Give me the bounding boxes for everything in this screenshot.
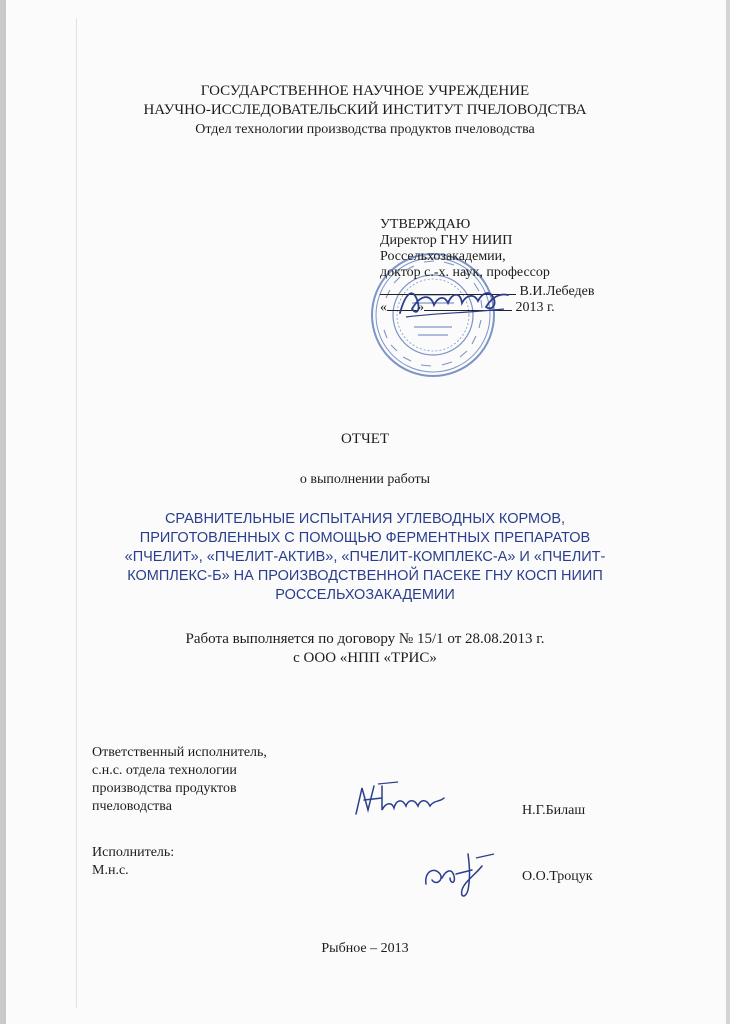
report-title: ОТЧЕТ bbox=[340, 431, 390, 447]
approval-year: 2013 г. bbox=[515, 300, 555, 315]
topic-line-2: ПРИГОТОВЛЕННЫХ С ПОМОЩЬЮ ФЕРМЕНТНЫХ ПРЕПАРАТОВ bbox=[139, 530, 591, 546]
approval-line-2: Россельхозакадемии, bbox=[380, 249, 506, 264]
topic-line-5: РОССЕЛЬХОЗАКАДЕМИИ bbox=[275, 587, 455, 603]
contract-line-1: Работа выполняется по договору № 15/1 от 28.08.2013 г. bbox=[185, 631, 545, 647]
contract-line-2: с ООО «НПП «ТРИС» bbox=[293, 650, 437, 666]
responsible-line-4: пчеловодства bbox=[92, 799, 172, 814]
date-open-quote: « bbox=[380, 300, 387, 315]
topic-line-4: КОМПЛЕКС-Б» НА ПРОИЗВОДСТВЕННОЙ ПАСЕКЕ ГНУ КОСП НИИП bbox=[127, 568, 603, 584]
executor-line-2: М.н.с. bbox=[92, 863, 129, 878]
executor-role bbox=[92, 844, 174, 880]
executor-line-1: Исполнитель: bbox=[92, 845, 175, 860]
header-line-2: НАУЧНО-ИССЛЕДОВАТЕЛЬСКИЙ ИНСТИТУТ ПЧЕЛОВОДСТВА bbox=[143, 102, 587, 118]
executor-name: О.О.Троцук bbox=[522, 869, 593, 884]
header-line-3: Отдел технологии производства продуктов пчеловодства bbox=[195, 122, 535, 137]
responsible-line-1: Ответственный исполнитель, bbox=[92, 745, 267, 760]
topic-line-1: СРАВНИТЕЛЬНЫЕ ИСПЫТАНИЯ УГЛЕВОДНЫХ КОРМОВ, bbox=[164, 511, 566, 527]
report-subtitle: о выполнении работы bbox=[299, 472, 431, 487]
responsible-line-3: производства продуктов bbox=[92, 781, 237, 796]
approval-line-3: доктор с.-х. наук, профессор bbox=[380, 265, 550, 280]
responsible-line-2: с.н.с. отдела технологии bbox=[92, 763, 237, 778]
responsible-signature-icon bbox=[352, 780, 448, 822]
approval-signer: В.И.Лебедев bbox=[519, 284, 595, 299]
director-signature-icon bbox=[396, 283, 512, 321]
approval-title: УТВЕРЖДАЮ bbox=[380, 217, 471, 232]
responsible-role bbox=[92, 744, 267, 816]
topic-line-3: «ПЧЕЛИТ», «ПЧЕЛИТ-АКТИВ», «ПЧЕЛИТ-КОМПЛЕКС-А» И «ПЧЕЛИТ- bbox=[124, 549, 606, 565]
date-close-quote: » bbox=[417, 300, 424, 315]
place-year: Рыбное – 2013 bbox=[321, 941, 409, 956]
report-topic bbox=[0, 510, 730, 605]
responsible-name: Н.Г.Билаш bbox=[522, 803, 586, 818]
approval-line-1: Директор ГНУ НИИП bbox=[380, 233, 513, 248]
header-line-1: ГОСУДАРСТВЕННОЕ НАУЧНОЕ УЧРЕЖДЕНИЕ bbox=[200, 83, 530, 99]
executor-signature-icon bbox=[420, 844, 512, 900]
